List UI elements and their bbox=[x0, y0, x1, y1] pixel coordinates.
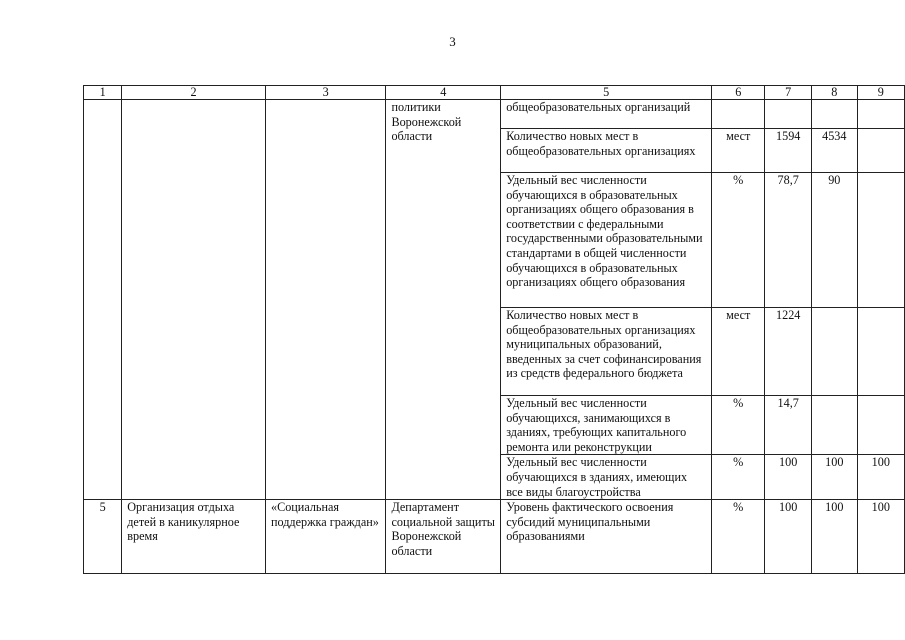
cell-indicator: Удельный вес численности обучающихся в зданиях, имеющих все виды благоустройства bbox=[501, 455, 712, 500]
col-header-3: 3 bbox=[265, 86, 385, 100]
cell-unit: мест bbox=[712, 129, 765, 173]
header-row bbox=[84, 86, 905, 100]
cell-event bbox=[122, 308, 266, 396]
cell-number bbox=[84, 129, 122, 173]
cell-indicator: Удельный вес численности обучающихся, занимающихся в зданиях, требующих капитального ремонта или реконструкции bbox=[501, 396, 712, 455]
cell-unit: мест bbox=[712, 308, 765, 396]
col-header-7: 7 bbox=[765, 86, 812, 100]
page-number: 3 bbox=[449, 34, 456, 49]
cell-value-7: 78,7 bbox=[765, 173, 812, 308]
cell-value-9: 100 bbox=[857, 455, 904, 500]
cell-unit bbox=[712, 100, 765, 129]
cell-event bbox=[122, 100, 266, 129]
cell-value-9: 100 bbox=[857, 500, 904, 574]
cell-value-9 bbox=[857, 308, 904, 396]
cell-unit: % bbox=[712, 500, 765, 574]
cell-value-9 bbox=[857, 173, 904, 308]
col-header-4: 4 bbox=[386, 86, 501, 100]
cell-indicator: общеобразовательных организаций bbox=[501, 100, 712, 129]
cell-indicator: Количество новых мест в общеобразовательных организациях муниципальных образований, введенных за счет софинансирования из средств федерального бюджета bbox=[501, 308, 712, 396]
cell-value-9 bbox=[857, 129, 904, 173]
cell-indicator: Количество новых мест в общеобразовательных организациях bbox=[501, 129, 712, 173]
table-row bbox=[84, 500, 905, 574]
cell-value-7: 100 bbox=[765, 500, 812, 574]
cell-program bbox=[265, 129, 385, 173]
cell-event: Организация отдыха детей в каникулярное время bbox=[122, 500, 266, 574]
cell-number bbox=[84, 308, 122, 396]
col-header-2: 2 bbox=[122, 86, 266, 100]
cell-executor: Департамент социальной защиты Воронежской области bbox=[386, 500, 501, 574]
cell-number bbox=[84, 455, 122, 500]
cell-program bbox=[265, 455, 385, 500]
cell-program: «Социальная поддержка граждан» bbox=[265, 500, 385, 574]
col-header-9: 9 bbox=[857, 86, 904, 100]
cell-value-8 bbox=[811, 100, 857, 129]
cell-event bbox=[122, 396, 266, 455]
cell-indicator: Уровень фактического освоения субсидий муниципальными образованиями bbox=[501, 500, 712, 574]
table-row bbox=[84, 100, 905, 129]
cell-unit: % bbox=[712, 396, 765, 455]
cell-value-8: 100 bbox=[811, 455, 857, 500]
cell-value-7: 1594 bbox=[765, 129, 812, 173]
cell-unit: % bbox=[712, 173, 765, 308]
cell-event bbox=[122, 455, 266, 500]
cell-value-8 bbox=[811, 308, 857, 396]
cell-program bbox=[265, 308, 385, 396]
cell-value-8: 100 bbox=[811, 500, 857, 574]
cell-value-7: 14,7 bbox=[765, 396, 812, 455]
cell-program bbox=[265, 173, 385, 308]
cell-value-8 bbox=[811, 396, 857, 455]
cell-event bbox=[122, 173, 266, 308]
cell-number bbox=[84, 173, 122, 308]
cell-program bbox=[265, 396, 385, 455]
cell-unit: % bbox=[712, 455, 765, 500]
cell-value-7: 1224 bbox=[765, 308, 812, 396]
cell-indicator: Удельный вес численности обучающихся в образовательных организациях общего образования в соответствии с федеральными государственными образовательными стандартами в общей численности обучающихся в образовательных организациях общего образования bbox=[501, 173, 712, 308]
cell-value-8: 90 bbox=[811, 173, 857, 308]
cell-number bbox=[84, 396, 122, 455]
cell-number bbox=[84, 100, 122, 129]
col-header-8: 8 bbox=[811, 86, 857, 100]
cell-value-9 bbox=[857, 396, 904, 455]
cell-executor: политики Воронежской области bbox=[386, 100, 501, 500]
cell-value-7: 100 bbox=[765, 455, 812, 500]
col-header-5: 5 bbox=[501, 86, 712, 100]
cell-number: 5 bbox=[84, 500, 122, 574]
cell-program bbox=[265, 100, 385, 129]
col-header-6: 6 bbox=[712, 86, 765, 100]
cell-value-9 bbox=[857, 100, 904, 129]
indicators-table bbox=[83, 85, 905, 574]
cell-value-8: 4534 bbox=[811, 129, 857, 173]
col-header-1: 1 bbox=[84, 86, 122, 100]
cell-value-7 bbox=[765, 100, 812, 129]
cell-event bbox=[122, 129, 266, 173]
